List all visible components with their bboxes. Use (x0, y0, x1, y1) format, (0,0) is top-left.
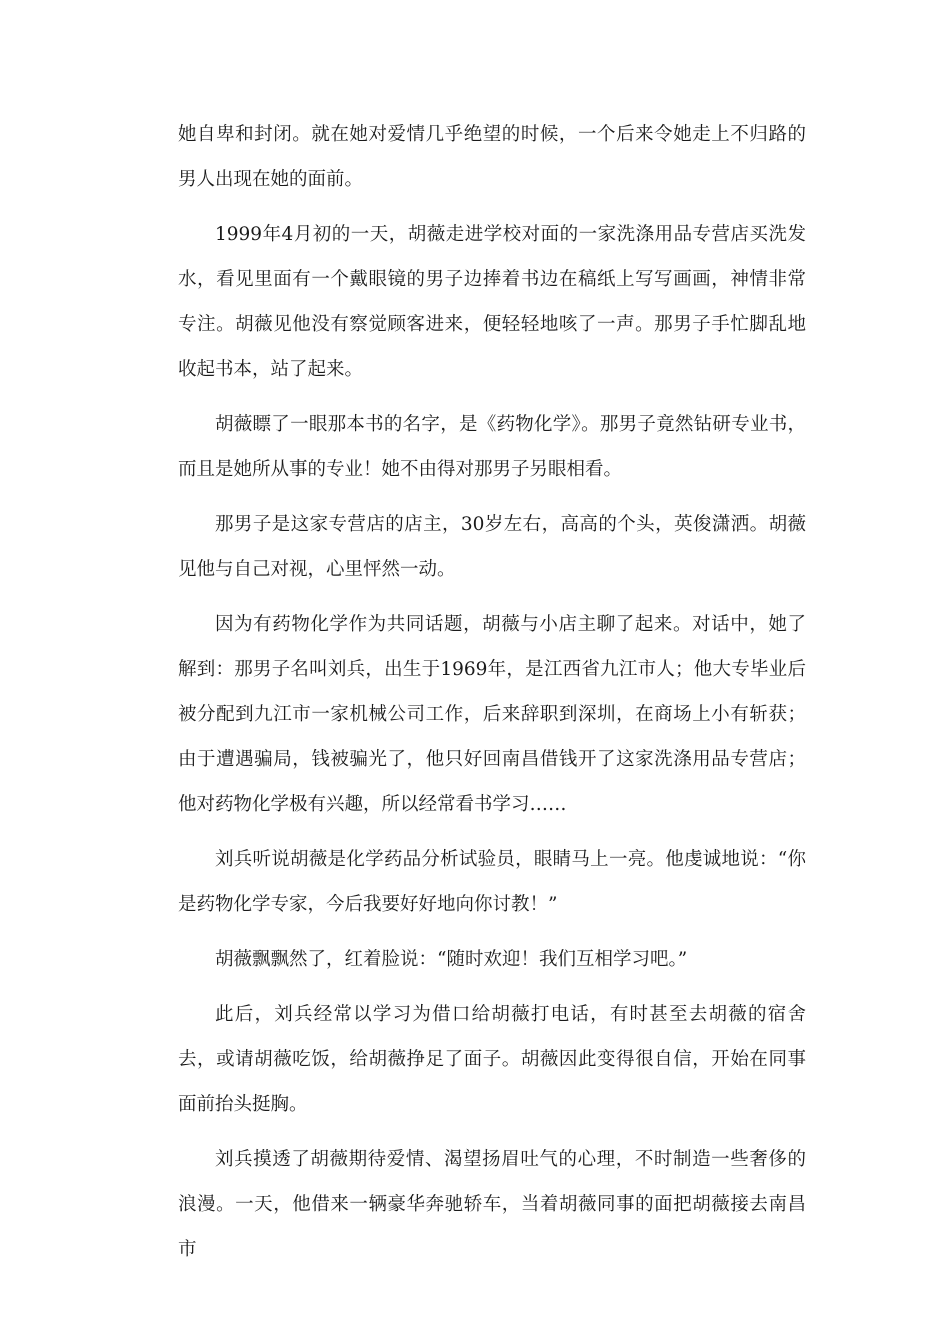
paragraph-4: 那男子是这家专营店的店主，30岁左右，高高的个头，英俊潇洒。胡薇见他与自己对视，心里怦然一动。 (178, 514, 806, 580)
paragraph-2: 1999年4月初的一天，胡薇走进学校对面的一家洗涤用品专营店买洗发水，看见里面有一个戴眼镜的男子边捧着书边在稿纸上写写画画，神情非常专注。胡薇见他没有察觉顾客进来，便轻轻地咳了一声。那男子手忙脚乱地收起书本，站了起来。 (178, 224, 806, 380)
paragraph-1: 她自卑和封闭。就在她对爱情几乎绝望的时候，一个后来令她走上不归路的男人出现在她的面前。 (178, 124, 806, 190)
paragraph-3: 胡薇瞟了一眼那本书的名字，是《药物化学》。那男子竟然钻研专业书，而且是她所从事的专业！她不由得对那男子另眼相看。 (178, 414, 806, 480)
paragraph-7: 胡薇飘飘然了，红着脸说：“随时欢迎！我们互相学习吧。” (215, 949, 688, 970)
paragraph-9: 刘兵摸透了胡薇期待爱情、渴望扬眉吐气的心理，不时制造一些奢侈的浪漫。一天，他借来一辆豪华奔驰轿车，当着胡薇同事的面把胡薇接去南昌市 (178, 1149, 806, 1260)
paragraph-5: 因为有药物化学作为共同话题，胡薇与小店主聊了起来。对话中，她了解到：那男子名叫刘兵，出生于1969年，是江西省九江市人；他大专毕业后被分配到九江市一家机械公司工作，后来辞职到深圳，在商场上小有斩获；由于遭遇骗局，钱被骗光了，他只好回南昌借钱开了这家洗涤用品专营店；他对药物化学极有兴趣，所以经常看书学习…… (178, 614, 806, 815)
paragraph-6: 刘兵听说胡薇是化学药品分析试验员，眼睛马上一亮。他虔诚地说：“你是药物化学专家，今后我要好好地向你讨教！” (178, 849, 806, 915)
article-body (178, 112, 806, 1282)
paragraph-8: 此后，刘兵经常以学习为借口给胡薇打电话，有时甚至去胡薇的宿舍去，或请胡薇吃饭，给胡薇挣足了面子。胡薇因此变得很自信，开始在同事面前抬头挺胸。 (178, 1004, 806, 1115)
